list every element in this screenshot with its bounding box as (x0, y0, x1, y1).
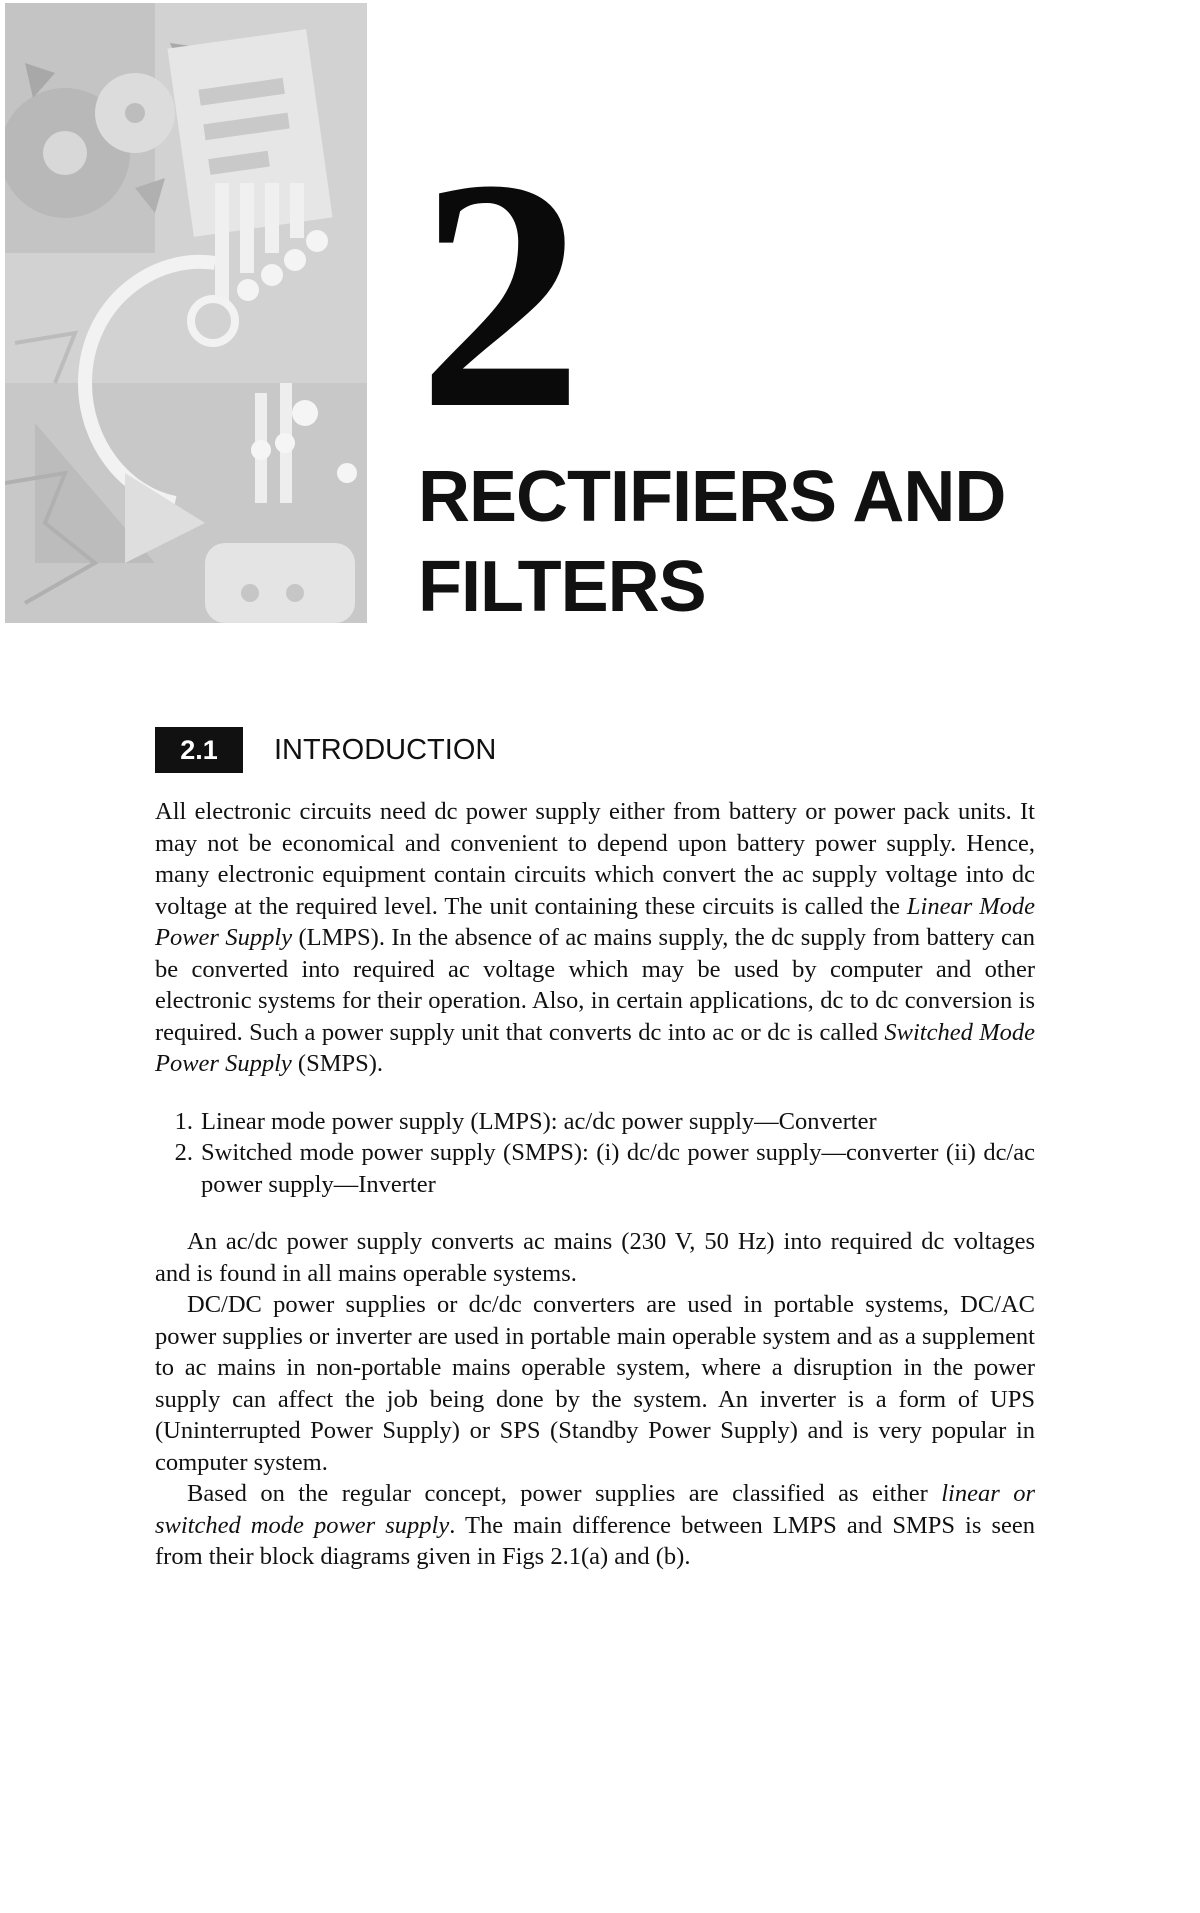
section-heading (155, 727, 496, 773)
term-smps: Switched Mode Power Supply (155, 1018, 1035, 1077)
list-item-number: 1. (174, 1107, 193, 1135)
chapter-title-line-2: FILTERS (418, 547, 706, 627)
paragraph-intro (155, 796, 1035, 1080)
chapter-decorative-artwork (5, 3, 367, 623)
list-item (155, 1106, 1035, 1138)
text-run: (SMPS). (291, 1050, 384, 1077)
list-item (155, 1137, 1035, 1200)
text-run: . The main difference between LMPS and SMPS is seen from their block diagrams given in Figs 2.1(a) and (b). (155, 1511, 1035, 1570)
chapter-title-line-1: RECTIFIERS AND (418, 457, 1006, 537)
text-run: (LMPS). In the absence of ac mains supply, the dc supply from battery can be converted into required ac voltage which may be used by computer and other electronic systems for their operation. Also, in certain applications, dc to dc conversion is required. Such a power supply unit that converts dc into ac or dc is called (155, 924, 1035, 1046)
list-item-number: 2. (174, 1139, 193, 1166)
text-run: Based on the regular concept, power supplies are classified as either (187, 1480, 942, 1507)
power-supply-list (155, 1106, 1035, 1201)
chapter-number: 2 (418, 112, 577, 477)
paragraph-acdc: An ac/dc power supply converts ac mains (230 V, 50 Hz) into required dc voltages and is found in all mains operable systems. (155, 1228, 1035, 1287)
term-lmps: Linear Mode Power Supply (155, 892, 1036, 951)
list-item-text: Linear mode power supply (LMPS): ac/dc power supply—Converter (201, 1107, 877, 1135)
body-text (155, 796, 1035, 1573)
list-item-text: Switched mode power supply (SMPS): (i) dc/dc power supply—converter (ii) dc/ac power supply—Inverter (201, 1139, 1035, 1198)
chapter-title (418, 452, 1178, 632)
paragraph-classification (155, 1478, 1035, 1573)
paragraph-dcdc: DC/DC power supplies or dc/dc converters are used in portable systems, DC/AC power supplies or inverter are used in portable main operable system and as a supplement to ac mains in non-portable mains operable system, where a disruption in the power supply can affect the job being done by the system. An inverter is a form of UPS (Uninterrupted Power Supply) or SPS (Standby Power Supply) and is very popular in computer system. (155, 1291, 1035, 1476)
section-number-badge: 2.1 (155, 727, 243, 773)
section-title: INTRODUCTION (274, 733, 497, 766)
text-run: All electronic circuits need dc power supply either from battery or power pack units. It may not be economical and convenient to depend upon battery power supply. Hence, many electronic equipment contain circuits which convert the ac supply voltage into dc voltage at the required level. The unit containing these circuits is called the (155, 798, 1035, 920)
term-linear-switched: linear or switched mode power supply (155, 1480, 1036, 1539)
